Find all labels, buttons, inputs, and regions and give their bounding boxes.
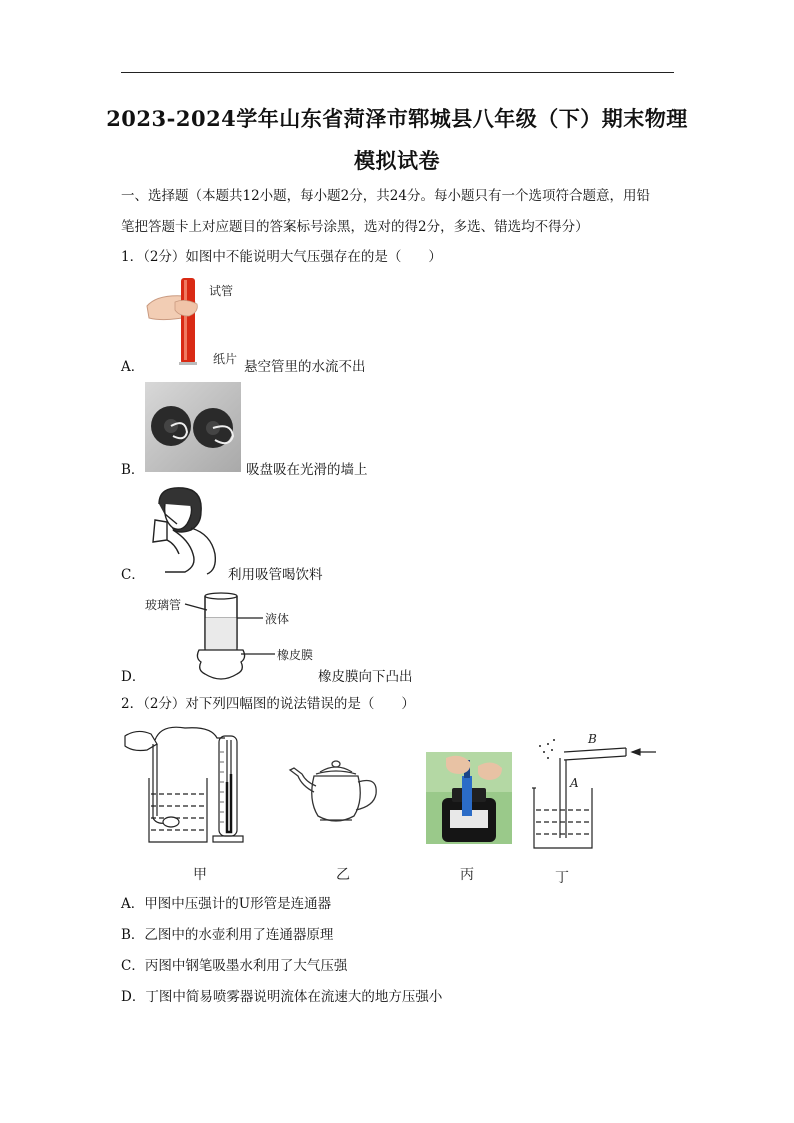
q2-option-a: A．甲图中压强计的U形管是连通器	[121, 896, 332, 912]
header-rule	[121, 72, 674, 73]
page-subtitle: 模拟试卷	[354, 148, 440, 173]
pressure-gauge-figure	[121, 722, 261, 850]
caption-yi: 乙	[336, 867, 350, 883]
q1-option-b-text: 吸盘吸在光滑的墙上	[246, 462, 368, 478]
caption-jia: 甲	[193, 867, 207, 883]
sprayer-label-b: B	[588, 732, 597, 746]
question-1-stem: 1．（2分）如图中不能说明大气压强存在的是（ ）	[121, 249, 442, 265]
test-tube-figure	[145, 272, 250, 370]
glass-tube-label: 玻璃管	[145, 598, 182, 612]
section-heading-line1: 一、选择题（本题共12小题，每小题2分，共24分。每小题只有一个选项符合题意，用铅	[121, 188, 650, 204]
q1-option-a-letter: A．	[121, 359, 145, 375]
teapot-figure	[286, 752, 386, 830]
q2-option-d: D．丁图中简易喷雾器说明流体在流速大的地方压强小	[121, 989, 443, 1005]
q1-option-d-letter: D．	[121, 669, 146, 685]
q1-option-a-text: 悬空管里的水流不出	[244, 359, 366, 375]
test-tube-label: 试管	[209, 284, 234, 298]
caption-bing: 丙	[460, 867, 474, 883]
section-heading-line2: 笔把答题卡上对应题目的答案标号涂黑，选对的得2分，多选、错选均不得分）	[121, 219, 589, 235]
q1-option-c-letter: C．	[121, 567, 145, 583]
question-2-stem: 2．（2分）对下列四幅图的说法错误的是（ ）	[121, 696, 415, 712]
rubber-membrane-label: 橡皮膜	[277, 648, 314, 662]
caption-ding: 丁	[555, 870, 569, 886]
sprayer-figure	[526, 730, 656, 852]
page-title: 2023-2024学年山东省菏泽市郓城县八年级（下）期末物理	[106, 106, 688, 131]
ink-bottle-figure	[426, 752, 512, 844]
paper-slip-label: 纸片	[213, 352, 238, 366]
liquid-label: 液体	[265, 612, 290, 626]
suction-cup-figure	[145, 382, 241, 472]
q2-option-b: B．乙图中的水壶利用了连通器原理	[121, 927, 334, 943]
boy-drinking-figure	[145, 484, 225, 576]
q1-option-c-text: 利用吸管喝饮料	[228, 567, 323, 583]
q1-option-b-letter: B．	[121, 462, 145, 478]
sprayer-label-a: A	[570, 776, 579, 790]
q1-option-d-text: 橡皮膜向下凸出	[318, 669, 413, 685]
q2-option-c: C．丙图中钢笔吸墨水利用了大气压强	[121, 958, 348, 974]
